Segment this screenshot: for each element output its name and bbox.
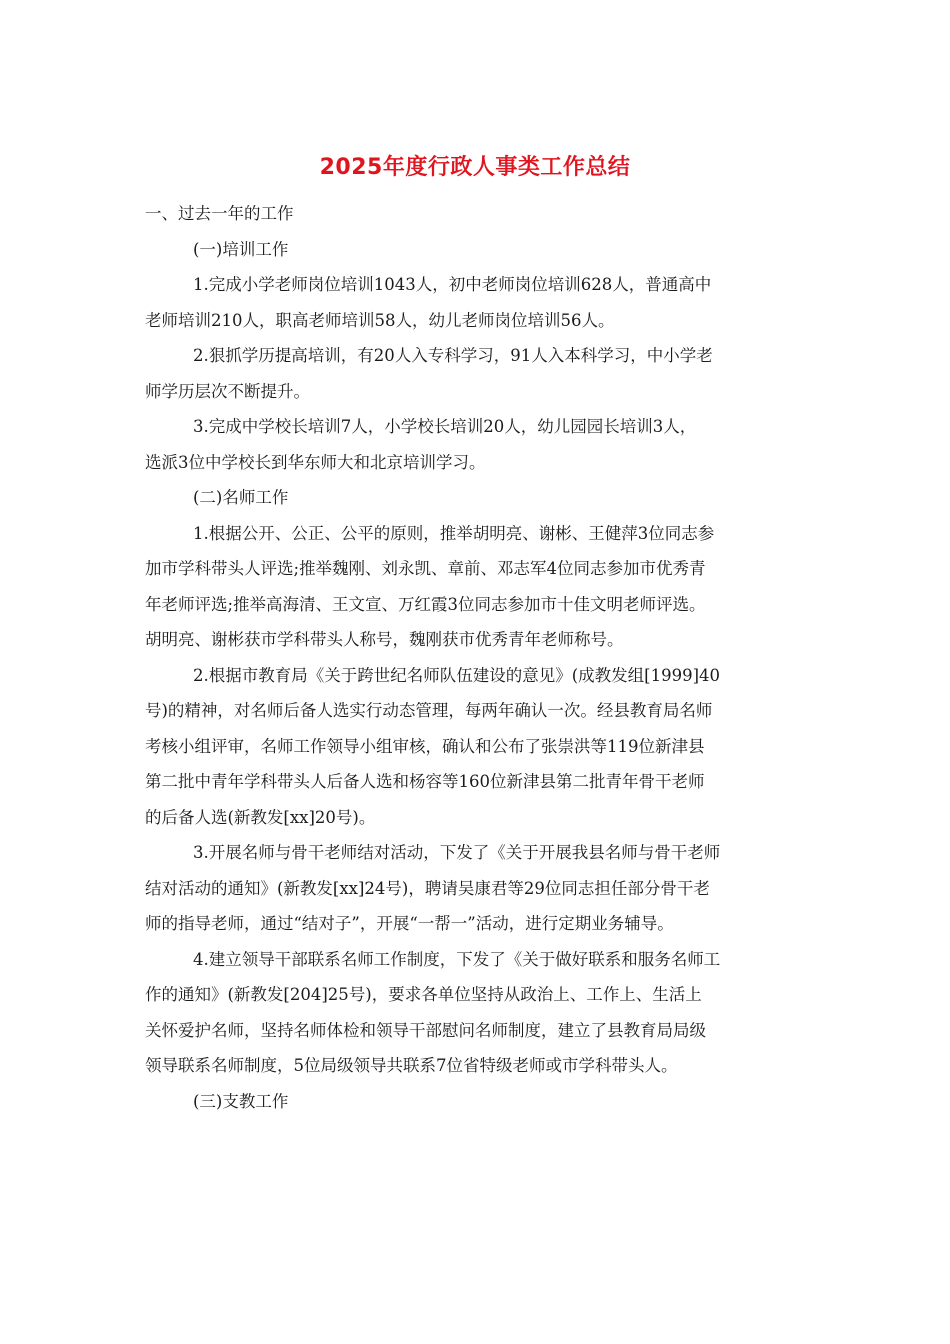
paragraph-line: 1.根据公开、公正、公平的原则，推举胡明亮、谢彬、王健萍3位同志参	[193, 523, 715, 543]
paragraph-line: 3.开展名师与骨干老师结对活动，下发了《关于开展我县名师与骨干老师	[193, 843, 721, 862]
paragraph-line: 师学历层次不断提升。	[145, 381, 310, 401]
document-body	[145, 196, 810, 1119]
paragraph-line: 1.完成小学老师岗位培训1043人，初中老师岗位培训628人，普通高中	[193, 275, 712, 294]
subsection-heading: (二)名师工作	[193, 488, 289, 507]
paragraph-line: 的后备人选(新教发[xx]20号)。	[145, 807, 376, 827]
paragraph-line: 年老师评选;推举高海清、王文宣、万红霞3位同志参加市十佳文明老师评选。	[145, 594, 706, 614]
paragraph-line: 作的通知》(新教发[204]25号)，要求各单位坚持从政治上、工作上、生活上	[145, 985, 702, 1004]
paragraph-line: 3.完成中学校长培训7人，小学校长培训20人，幼儿园园长培训3人，	[193, 417, 697, 436]
paragraph-line: 加市学科带头人评选;推举魏刚、刘永凯、章前、邓志军4位同志参加市优秀青	[145, 559, 706, 578]
paragraph-line: 2.根据市教育局《关于跨世纪名师队伍建设的意见》(成教发组[1999]40	[193, 665, 721, 685]
paragraph-line: 关怀爱护名师，坚持名师体检和领导干部慰问名师制度，建立了县教育局局级	[145, 1020, 706, 1040]
paragraph-line: 师的指导老师，通过“结对子”，开展“一帮一”活动，进行定期业务辅导。	[145, 914, 674, 933]
paragraph-line: 选派3位中学校长到华东师大和北京培训学习。	[145, 452, 486, 472]
paragraph-line: 号)的精神，对名师后备人选实行动态管理，每两年确认一次。经县教育局名师	[145, 701, 713, 720]
paragraph-line: 领导联系名师制度，5位局级领导共联系7位省特级老师或市学科带头人。	[145, 1056, 678, 1075]
paragraph-line: 4.建立领导干部联系名师工作制度，下发了《关于做好联系和服务名师工	[193, 949, 721, 969]
paragraph-line: 结对活动的通知》(新教发[xx]24号)，聘请吴康君等29位同志担任部分骨干老	[145, 878, 710, 898]
section-heading: 一、过去一年的工作	[145, 204, 294, 223]
paragraph-line: 胡明亮、谢彬获市学科带头人称号，魏刚获市优秀青年老师称号。	[145, 630, 624, 649]
paragraph-line: 考核小组评审，名师工作领导小组审核，确认和公布了张崇洪等119位新津县	[145, 736, 705, 756]
document-title: 2025年度行政人事类工作总结	[319, 155, 631, 180]
paragraph-line: 第二批中青年学科带头人后备人选和杨容等160位新津县第二批青年骨干老师	[145, 772, 705, 791]
paragraph-line: 老师培训210人，职高老师培训58人，幼儿老师岗位培训56人。	[145, 310, 615, 330]
subsection-heading: (一)培训工作	[193, 239, 289, 259]
subsection-heading: (三)支教工作	[193, 1091, 289, 1111]
paragraph-line: 2.狠抓学历提高培训，有20人入专科学习，91人入本科学习，中小学老	[193, 346, 713, 365]
